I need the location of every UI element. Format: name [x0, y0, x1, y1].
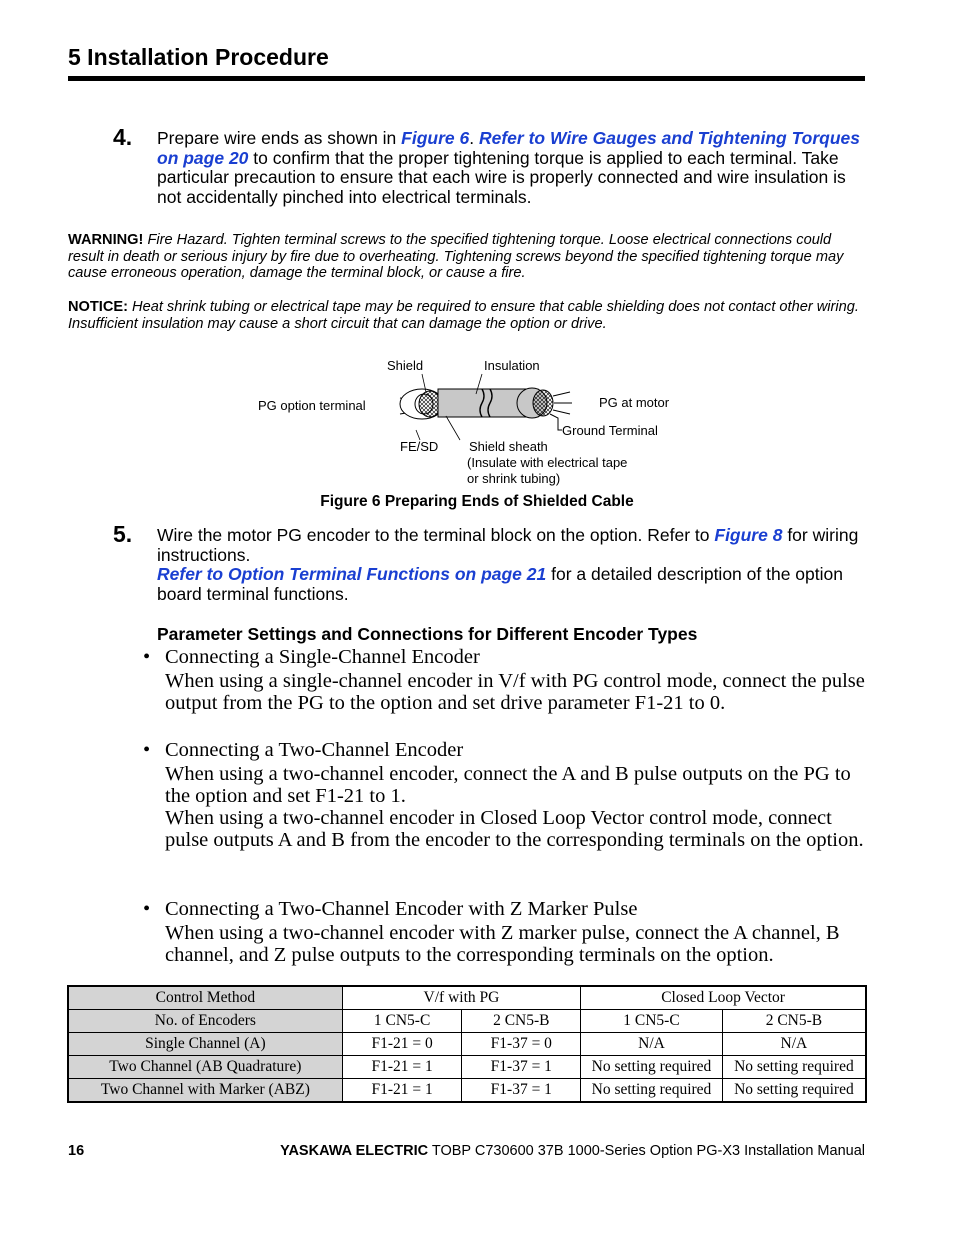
cell: 2 CN5-B	[722, 1010, 866, 1033]
table-header-row	[68, 986, 866, 1010]
header-closed-loop-vector: Closed Loop Vector	[581, 986, 866, 1010]
header-control-method: Control Method	[68, 986, 342, 1010]
label-fe-sd: FE/SD	[400, 439, 439, 454]
encoder-types-heading: Parameter Settings and Connections for Different Encoder Types	[157, 624, 698, 644]
z-marker-title: Connecting a Two-Channel Encoder with Z Marker Pulse	[165, 898, 638, 920]
page-number: 16	[68, 1143, 85, 1159]
label-shield-sheath: Shield sheath	[469, 439, 548, 454]
row-label: Two Channel with Marker (ABZ)	[68, 1079, 342, 1103]
bullet-2: •	[143, 739, 151, 761]
step-5-number: 5.	[113, 521, 133, 547]
cell: F1-37 = 1	[462, 1056, 581, 1079]
cell: No setting required	[722, 1056, 866, 1079]
label-sheath-note-2: or shrink tubing)	[467, 471, 561, 486]
step-4-text-before: Prepare wire ends as shown in	[157, 128, 402, 148]
encoder-item-1-title	[143, 646, 480, 668]
bullet-1: •	[143, 646, 151, 668]
two-channel-title: Connecting a Two-Channel Encoder	[165, 739, 464, 761]
figure-caption: Figure 6 Preparing Ends of Shielded Cable	[320, 493, 634, 510]
step-5-text-after: for wiring instructions.	[157, 525, 859, 565]
step-5-text	[157, 526, 867, 604]
step-4-text-after: to confirm that the proper tightening torque is applied to each terminal. Take particular precaution to ensure that each wire is properly connected and wire insulation is not accidentally pinched into electrical terminals.	[157, 147, 846, 207]
row-label: No. of Encoders	[68, 1010, 342, 1033]
warning-label: WARNING!	[68, 232, 144, 248]
encoder-item-2-title	[143, 739, 463, 761]
cell: 2 CN5-B	[462, 1010, 581, 1033]
label-pg-option-terminal: PG option terminal	[258, 398, 366, 413]
cell: N/A	[581, 1033, 723, 1056]
section-title: 5 Installation Procedure	[68, 44, 329, 70]
row-label: Single Channel (A)	[68, 1033, 342, 1056]
cell: F1-37 = 1	[462, 1079, 581, 1103]
table-row	[68, 1079, 866, 1103]
step-4-dot: .	[469, 128, 475, 148]
figure-6-link[interactable]: Figure 6	[401, 128, 470, 148]
cell: N/A	[722, 1033, 866, 1056]
step-5-ref-after: for a detailed description of the option board terminal functions.	[157, 564, 843, 604]
cell: No setting required	[581, 1056, 723, 1079]
shielded-cable-figure	[250, 352, 690, 492]
encoder-settings-table	[67, 985, 867, 1103]
option-terminal-functions-link[interactable]: Refer to Option Terminal Functions on page 21	[157, 564, 547, 584]
cell: F1-21 = 1	[342, 1056, 462, 1079]
label-sheath-note-1: (Insulate with electrical tape	[467, 455, 628, 470]
cell: F1-21 = 0	[342, 1033, 462, 1056]
row-label: Two Channel (AB Quadrature)	[68, 1056, 342, 1079]
notice-text: Heat shrink tubing or electrical tape may be required to ensure that cable shielding does not contact other wiring. Insufficient insulation may cause a short circuit that can damage the option or drive.	[68, 299, 859, 332]
notice-block	[68, 299, 868, 332]
cell: No setting required	[722, 1079, 866, 1103]
table-row	[68, 1033, 866, 1056]
figure-8-link[interactable]: Figure 8	[714, 525, 783, 545]
section-rule	[68, 76, 865, 81]
footer-brand: YASKAWA ELECTRIC	[280, 1143, 429, 1159]
wire-gauges-link[interactable]: Refer to Wire Gauges and Tightening Torques on page 20	[157, 128, 860, 168]
footer-manual-title: TOBP C730600 37B 1000-Series Option PG-X3 Installation Manual	[428, 1143, 865, 1159]
label-ground-terminal: Ground Terminal	[562, 423, 658, 438]
cable-drawing	[400, 374, 572, 440]
label-pg-at-motor: PG at motor	[599, 395, 670, 410]
cell: F1-37 = 0	[462, 1033, 581, 1056]
step-5-text-before: Wire the motor PG encoder to the terminal block on the option. Refer to	[157, 525, 715, 545]
cell: No setting required	[581, 1079, 723, 1103]
cell: 1 CN5-C	[581, 1010, 723, 1033]
cell: F1-21 = 1	[342, 1079, 462, 1103]
encoder-item-3-title	[143, 898, 637, 920]
label-shield: Shield	[387, 358, 424, 373]
z-marker-desc: When using a two-channel encoder with Z marker pulse, connect the A channel, B channel, and Z pulse outputs to the corresponding terminals on the option.	[165, 922, 840, 966]
single-channel-desc: When using a single-channel encoder in V/f with PG control mode, connect the pulse output from the PG to the option and set drive parameter F1-21 to 0.	[165, 670, 865, 714]
two-channel-desc: When using a two-channel encoder, connect the A and B pulse outputs on the PG to the option and set F1-21 to 1.	[165, 763, 851, 807]
label-insulation: Insulation	[484, 358, 540, 373]
step-4-number: 4.	[113, 124, 133, 150]
header-vf-with-pg: V/f with PG	[342, 986, 580, 1010]
step-4-text	[157, 129, 867, 207]
table-row-encoders	[68, 1010, 866, 1033]
warning-text: Fire Hazard. Tighten terminal screws to the specified tightening torque. Loose electrical connections could result in death or serious injury by fire due to overheating. Tightening screws beyond the specified tightening torque may cause erroneous operation, damage the terminal block, or cause a fire.	[68, 232, 844, 281]
cell: 1 CN5-C	[342, 1010, 462, 1033]
two-channel-desc-clv: When using a two-channel encoder in Closed Loop Vector control mode, connect pulse outputs A and B from the encoder to the corresponding terminals on the option.	[165, 807, 864, 851]
bullet-3: •	[143, 898, 151, 920]
footer-title	[280, 1143, 865, 1159]
notice-label: NOTICE:	[68, 299, 128, 315]
single-channel-title: Connecting a Single-Channel Encoder	[165, 646, 480, 668]
table-row	[68, 1056, 866, 1079]
warning-block	[68, 232, 868, 282]
